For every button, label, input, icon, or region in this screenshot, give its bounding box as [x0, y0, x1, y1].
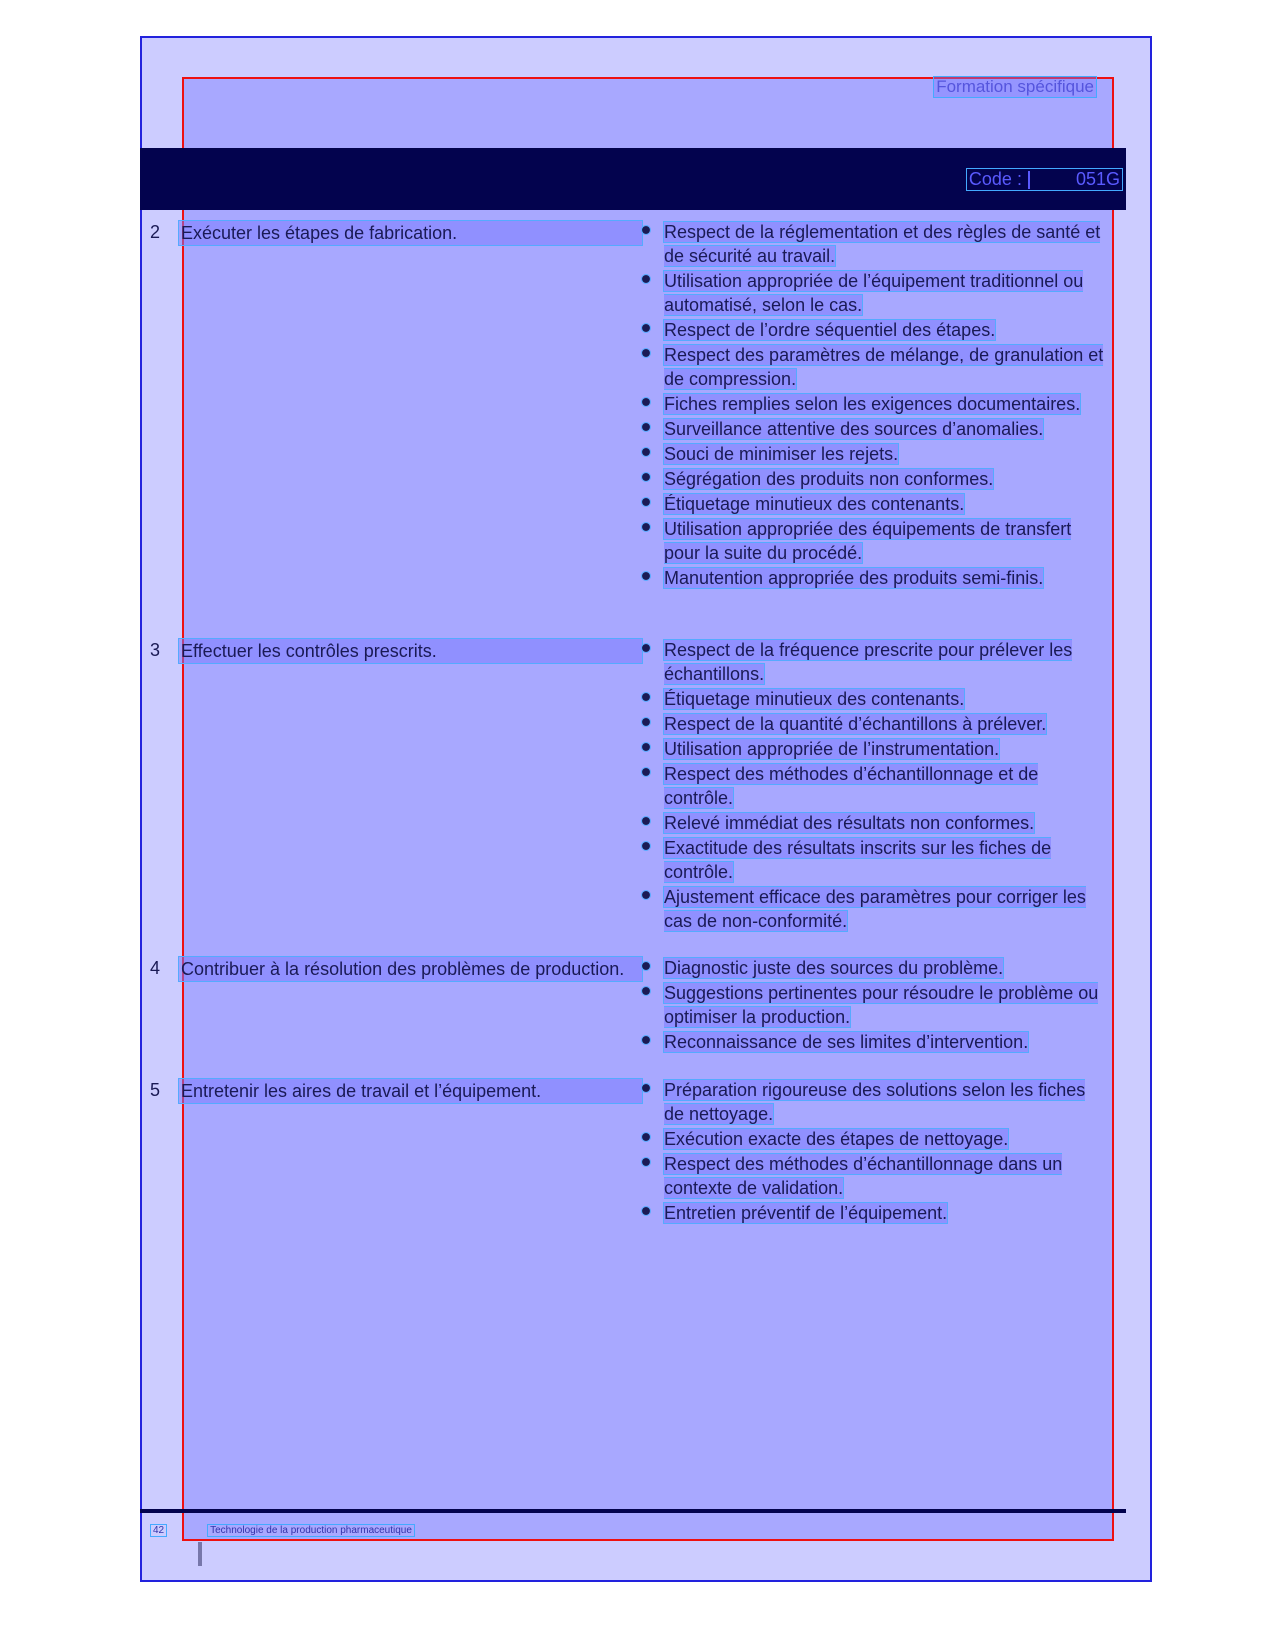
criterion-item — [640, 811, 1110, 835]
code-box — [966, 168, 1123, 191]
task-text: Effectuer les contrôles prescrits. — [178, 638, 643, 664]
criterion-text: Respect de la réglementation et des règles de santé et de sécurité au travail. — [664, 222, 1101, 266]
criterion-item — [640, 566, 1110, 590]
criterion-item — [640, 1127, 1110, 1151]
section-header-label: Formation spécifique — [933, 76, 1097, 98]
criterion-item — [640, 1030, 1110, 1054]
criterion-item — [640, 492, 1110, 516]
bullet-icon — [642, 448, 650, 456]
criterion-text: Fiches remplies selon les exigences documentaires. — [664, 394, 1081, 414]
task-row — [150, 220, 643, 246]
criterion-item — [640, 392, 1110, 416]
criterion-item — [640, 318, 1110, 342]
criterion-item — [640, 269, 1110, 317]
criterion-text: Utilisation appropriée des équipements de transfert pour la suite du procédé. — [664, 519, 1072, 563]
task-row — [150, 638, 643, 664]
code-separator — [1028, 171, 1070, 189]
footer-tick — [198, 1542, 202, 1566]
criterion-text: Diagnostic juste des sources du problème. — [664, 958, 1004, 978]
criterion-text: Reconnaissance de ses limites d’intervention. — [664, 1032, 1029, 1052]
footer-title: Technologie de la production pharmaceutique — [207, 1524, 415, 1537]
bullet-icon — [642, 226, 650, 234]
footer-rule — [140, 1509, 1126, 1513]
criterion-item — [640, 343, 1110, 391]
criterion-text: Respect de la fréquence prescrite pour prélever les échantillons. — [664, 640, 1073, 684]
bullet-icon — [642, 1084, 650, 1092]
bullet-icon — [642, 572, 650, 580]
task-number: 2 — [150, 222, 161, 242]
criterion-item — [640, 467, 1110, 491]
criterion-text: Manutention appropriée des produits semi-finis. — [664, 568, 1044, 588]
task-row — [150, 956, 643, 982]
criterion-item — [640, 836, 1110, 884]
criterion-text: Exactitude des résultats inscrits sur les fiches de contrôle. — [664, 838, 1052, 882]
bullet-icon — [642, 644, 650, 652]
code-value: 051G — [1075, 169, 1120, 189]
task-text: Exécuter les étapes de fabrication. — [178, 220, 643, 246]
criterion-item — [640, 885, 1110, 933]
bullet-icon — [642, 423, 650, 431]
criterion-text: Respect des méthodes d’échantillonnage et de contrôle. — [664, 764, 1039, 808]
bullet-icon — [642, 693, 650, 701]
code-label: Code : — [968, 169, 1022, 189]
task-row — [150, 1078, 643, 1104]
criterion-item — [640, 517, 1110, 565]
criterion-text: Souci de minimiser les rejets. — [664, 444, 899, 464]
criterion-item — [640, 417, 1110, 441]
criterion-text: Suggestions pertinentes pour résoudre le problème ou optimiser la production. — [664, 983, 1099, 1027]
criterion-text: Ajustement efficace des paramètres pour corriger les cas de non-conformité. — [664, 887, 1086, 931]
criterion-text: Ségrégation des produits non conformes. — [664, 469, 994, 489]
criterion-item — [640, 1078, 1110, 1126]
criterion-text: Respect des paramètres de mélange, de granulation et de compression. — [664, 345, 1104, 389]
criterion-text: Utilisation appropriée de l’équipement traditionnel ou automatisé, selon le cas. — [664, 271, 1084, 315]
bullet-icon — [642, 1036, 650, 1044]
criterion-item — [640, 737, 1110, 761]
criterion-text: Surveillance attentive des sources d’anomalies. — [664, 419, 1044, 439]
bullet-icon — [642, 768, 650, 776]
criterion-text: Préparation rigoureuse des solutions selon les fiches de nettoyage. — [664, 1080, 1086, 1124]
task-text: Contribuer à la résolution des problèmes de production. — [178, 956, 643, 982]
criterion-text: Respect des méthodes d’échantillonnage dans un contexte de validation. — [664, 1154, 1063, 1198]
bullet-icon — [642, 718, 650, 726]
criteria-list — [640, 220, 1110, 591]
bullet-icon — [642, 817, 650, 825]
bullet-icon — [642, 275, 650, 283]
bullet-icon — [642, 891, 650, 899]
task-number: 3 — [150, 640, 161, 660]
bullet-icon — [642, 473, 650, 481]
bullet-icon — [642, 962, 650, 970]
criterion-text: Exécution exacte des étapes de nettoyage. — [664, 1129, 1009, 1149]
criterion-text: Entretien préventif de l’équipement. — [664, 1203, 948, 1223]
bullet-icon — [642, 523, 650, 531]
criterion-item — [640, 956, 1110, 980]
criterion-text: Relevé immédiat des résultats non conformes. — [664, 813, 1035, 833]
criterion-item — [640, 1152, 1110, 1200]
criteria-list — [640, 1078, 1110, 1226]
bullet-icon — [642, 987, 650, 995]
bullet-icon — [642, 1158, 650, 1166]
footer — [150, 1524, 415, 1537]
bullet-icon — [642, 349, 650, 357]
criterion-text: Utilisation appropriée de l’instrumentation. — [664, 739, 1000, 759]
criterion-item — [640, 687, 1110, 711]
criterion-text: Respect de la quantité d’échantillons à prélever. — [664, 714, 1047, 734]
bullet-icon — [642, 842, 650, 850]
criterion-text: Respect de l’ordre séquentiel des étapes. — [664, 320, 996, 340]
task-text: Entretenir les aires de travail et l’équipement. — [178, 1078, 643, 1104]
criteria-list — [640, 956, 1110, 1055]
bullet-icon — [642, 743, 650, 751]
criterion-item — [640, 638, 1110, 686]
task-number: 5 — [150, 1080, 161, 1100]
criterion-item — [640, 442, 1110, 466]
criterion-item — [640, 981, 1110, 1029]
criterion-item — [640, 762, 1110, 810]
criterion-text: Étiquetage minutieux des contenants. — [664, 689, 965, 709]
criterion-item — [640, 220, 1110, 268]
criterion-item — [640, 712, 1110, 736]
criteria-list — [640, 638, 1110, 934]
criterion-item — [640, 1201, 1110, 1225]
bullet-icon — [642, 324, 650, 332]
bullet-icon — [642, 1133, 650, 1141]
bullet-icon — [642, 398, 650, 406]
bullet-icon — [642, 1207, 650, 1215]
criterion-text: Étiquetage minutieux des contenants. — [664, 494, 965, 514]
bullet-icon — [642, 498, 650, 506]
task-number: 4 — [150, 958, 161, 978]
page-number: 42 — [150, 1524, 167, 1537]
